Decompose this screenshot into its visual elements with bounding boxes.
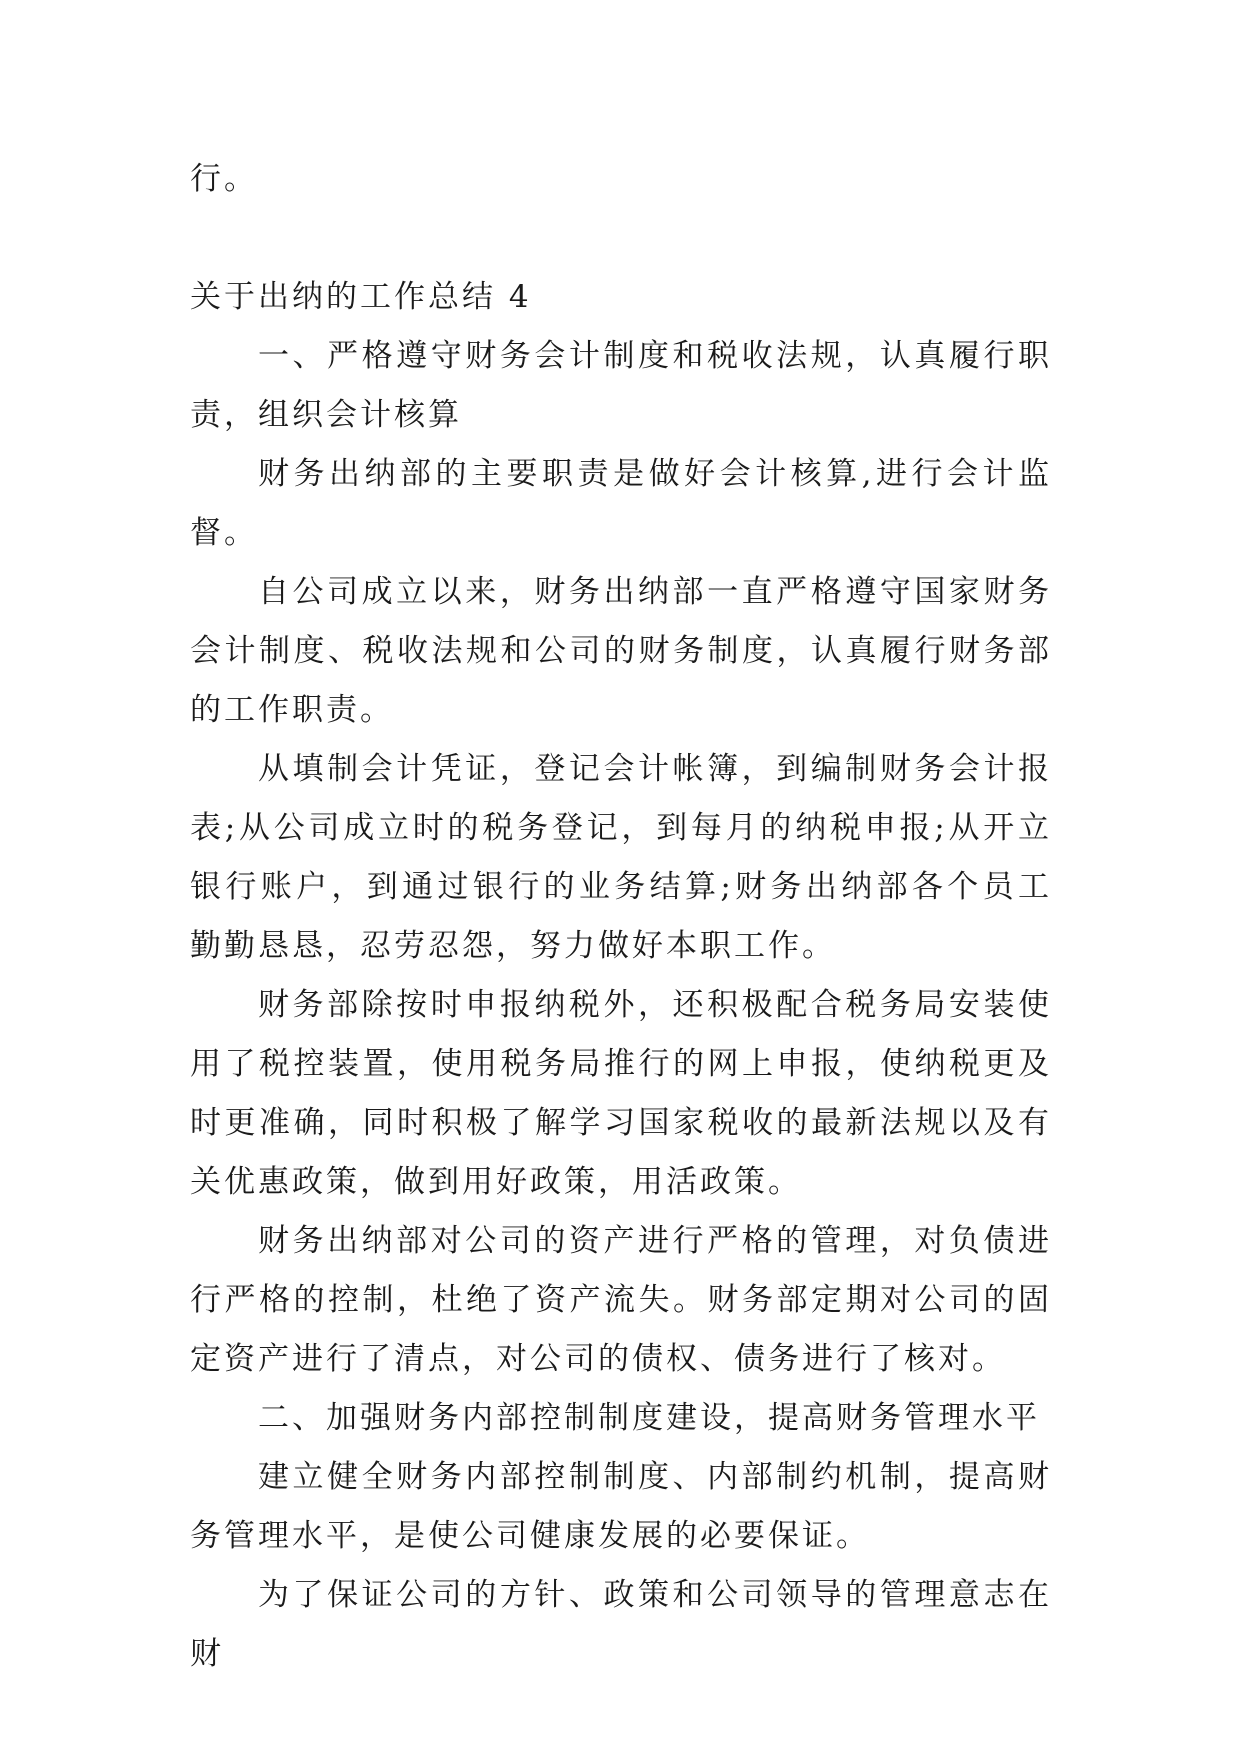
paragraph: 财务出纳部的主要职责是做好会计核算,进行会计监督。 [190, 456, 1052, 551]
document-body [190, 150, 1052, 1684]
paragraph-spacer [190, 209, 1052, 268]
paragraph: 自公司成立以来，财务出纳部一直严格遵守国家财务会计制度、税收法规和公司的财务制度，认真履行财务部的工作职责。 [190, 574, 1052, 728]
paragraph: 建立健全财务内部控制制度、内部制约机制，提高财务管理水平，是使公司健康发展的必要保证。 [190, 1459, 1052, 1554]
section-heading: 关于出纳的工作总结 4 [190, 279, 532, 315]
paragraph: 一、严格遵守财务会计制度和税收法规，认真履行职责，组织会计核算 [190, 338, 1052, 433]
paragraph: 为了保证公司的方针、政策和公司领导的管理意志在财 [190, 1577, 1052, 1672]
continued-line: 行。 [190, 161, 258, 197]
paragraph: 二、加强财务内部控制制度建设，提高财务管理水平 [258, 1400, 1040, 1436]
paragraph: 财务部除按时申报纳税外，还积极配合税务局安装使用了税控装置，使用税务局推行的网上申报，使纳税更及时更准确，同时积极了解学习国家税收的最新法规以及有关优惠政策，做到用好政策，用活政策。 [190, 987, 1052, 1200]
paragraph: 财务出纳部对公司的资产进行严格的管理，对负债进行严格的控制，杜绝了资产流失。财务部定期对公司的固定资产进行了清点，对公司的债权、债务进行了核对。 [190, 1223, 1052, 1377]
paragraph: 从填制会计凭证，登记会计帐簿，到编制财务会计报表;从公司成立时的税务登记，到每月的纳税申报;从开立银行账户，到通过银行的业务结算;财务出纳部各个员工勤勤恳恳，忍劳忍怨，努力做好本职工作。 [190, 751, 1052, 964]
